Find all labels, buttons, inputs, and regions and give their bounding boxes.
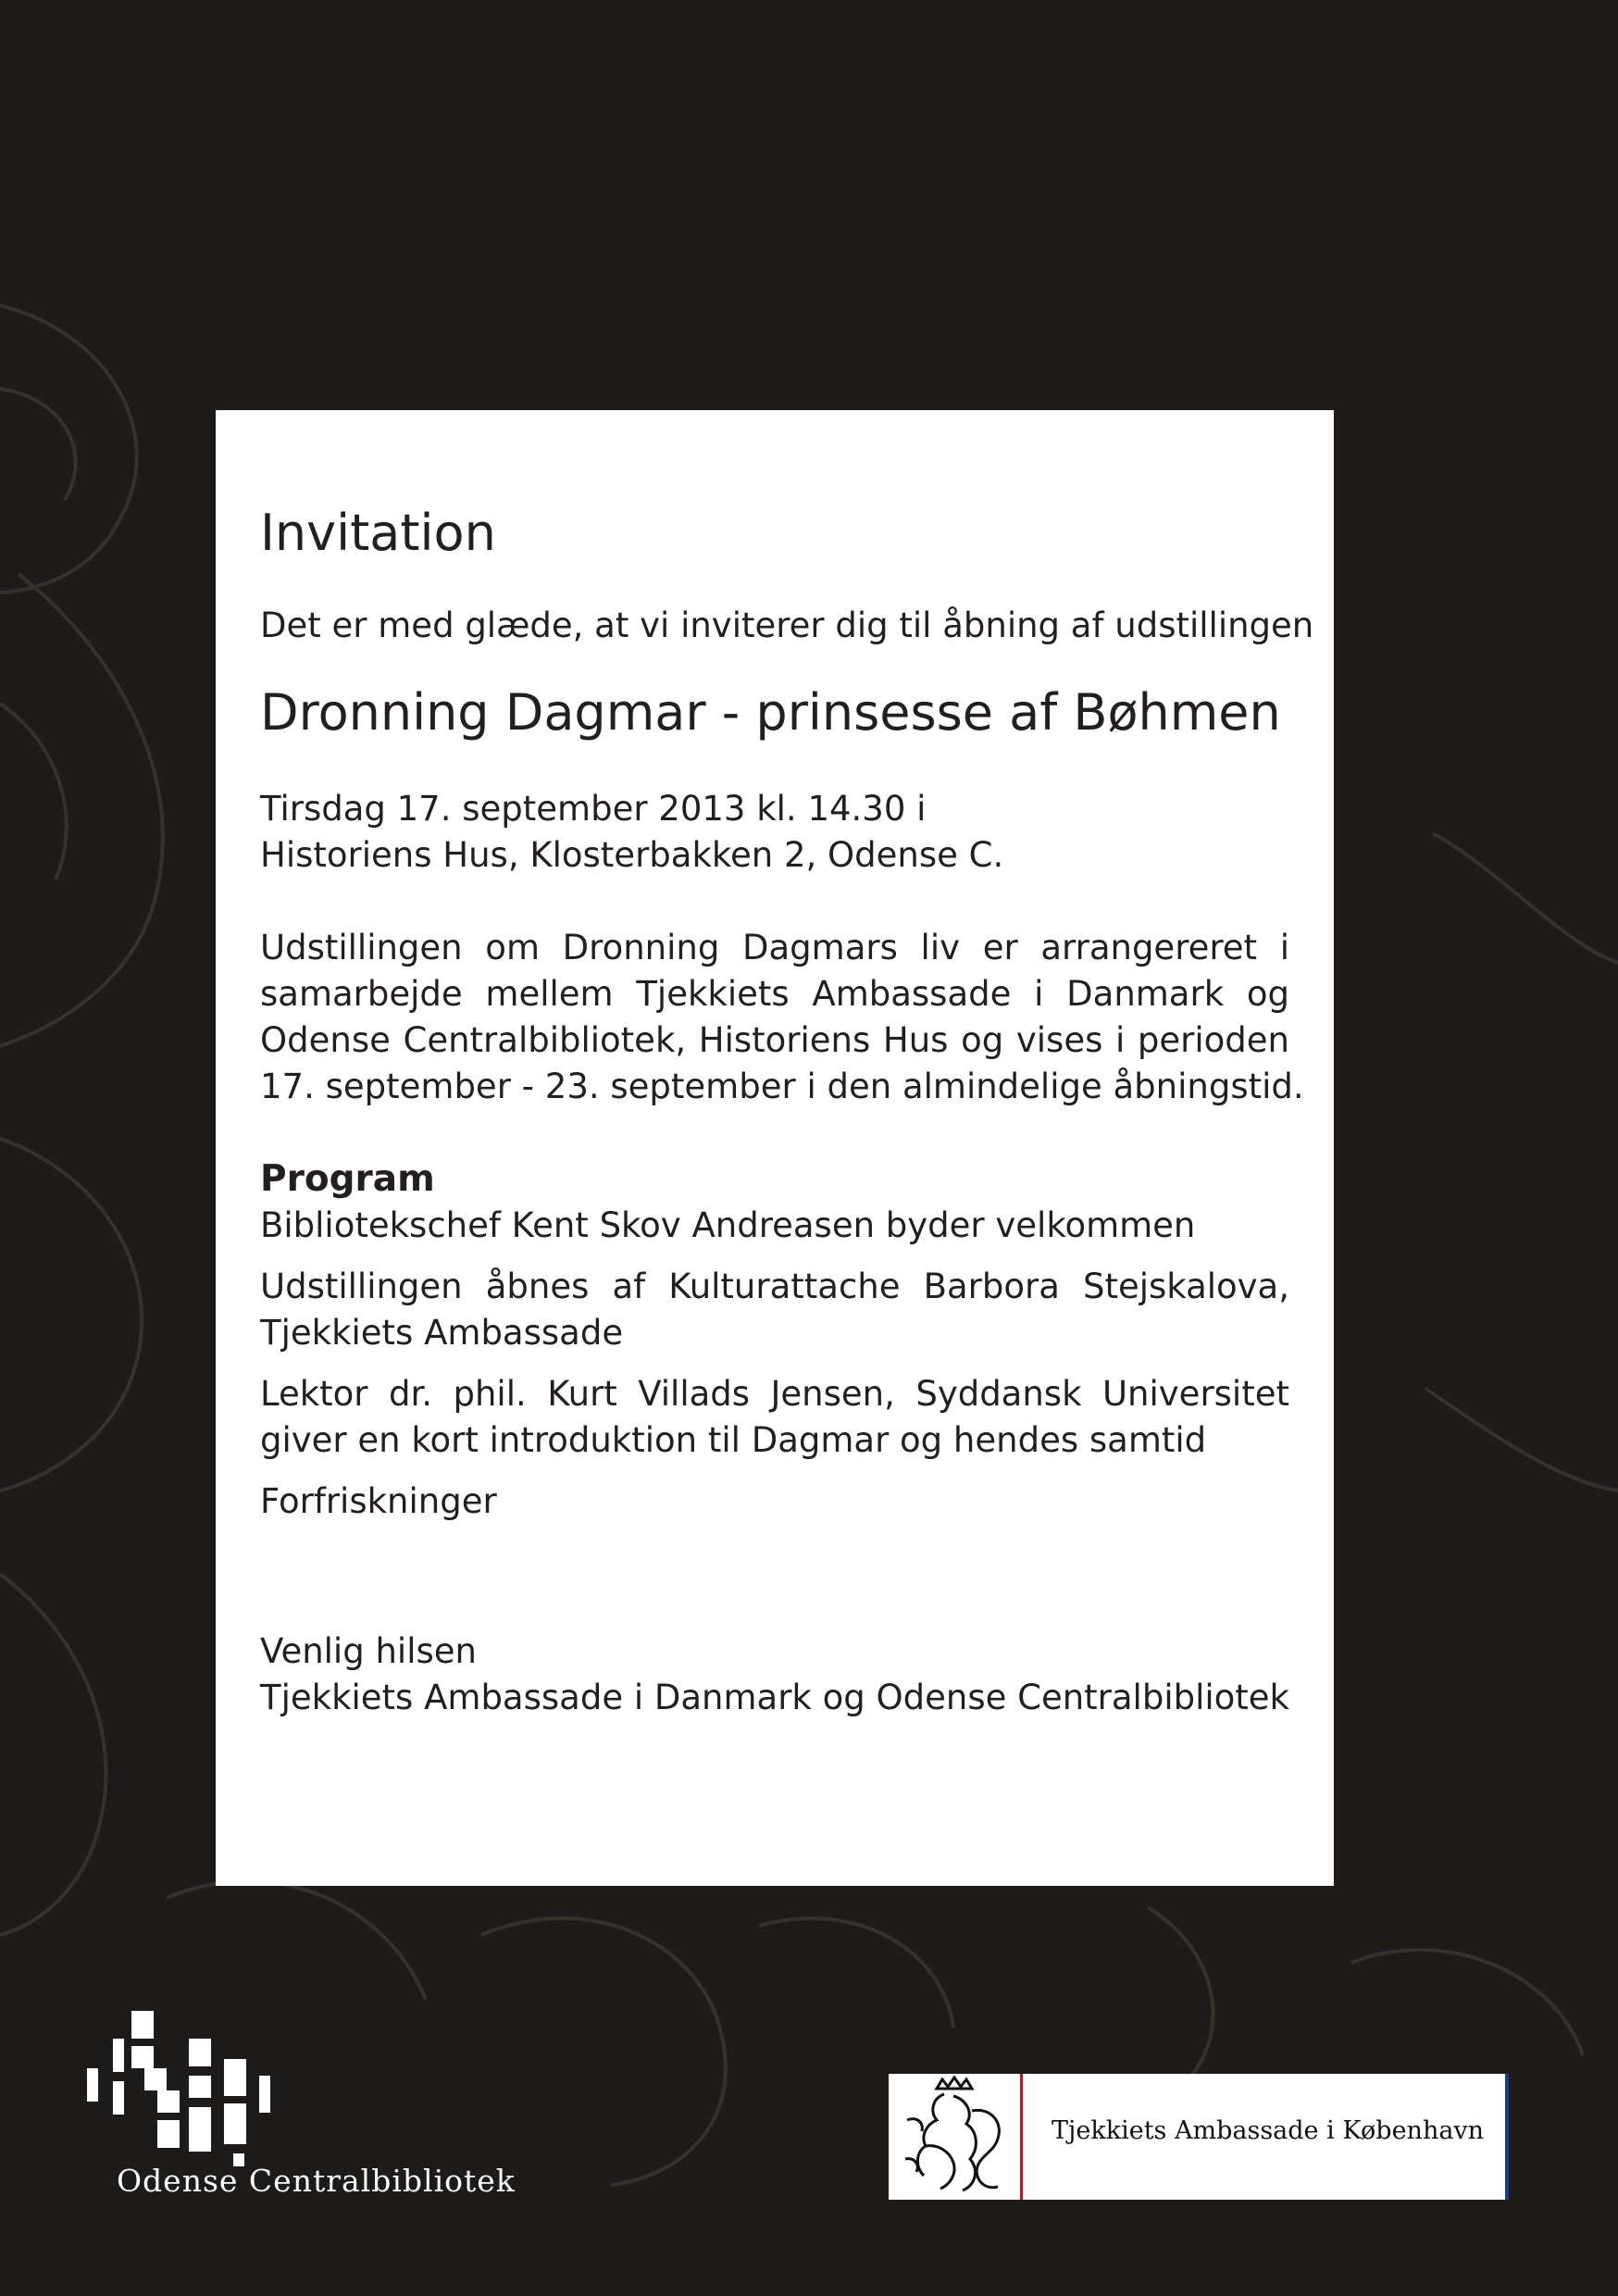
event-location-line: Historiens Hus, Klosterbakken 2, Odense C. [260, 835, 1004, 875]
program-item-line: Udstillingen åbnes af Kulturattache Barbora Stejskalova, [260, 1267, 1289, 1306]
description-line: Odense Centralbibliotek, Historiens Hus og vises i perioden [260, 1020, 1289, 1060]
program-item [260, 1264, 1289, 1356]
program-item-line: Tjekkiets Ambassade [260, 1313, 624, 1353]
embassy-red-divider [1020, 2074, 1023, 2200]
embassy-name: Tjekkiets Ambassade i København [1052, 2116, 1485, 2145]
embassy-logo [889, 2074, 1509, 2200]
program-item-line: giver en kort introduktion til Dagmar og hendes samtid [260, 1420, 1207, 1460]
invitation-title: Invitation [260, 504, 496, 562]
odense-centralbibliotek-name: Odense Centralbibliotek [117, 2163, 516, 2199]
program-item-line: Bibliotekschef Kent Skov Andreasen byder velkommen [260, 1205, 1196, 1245]
description-line: samarbejde mellem Tjekkiets Ambassade i Danmark og [260, 974, 1289, 1014]
program-item-line: Forfriskninger [260, 1481, 497, 1521]
program-item-line: Lektor dr. phil. Kurt Villads Jensen, Syddansk Universitet [260, 1374, 1289, 1414]
embassy-blue-edge [1505, 2074, 1509, 2200]
closing [260, 1628, 1289, 1721]
czech-lion-crest-icon [889, 2074, 1020, 2200]
exhibition-title: Dronning Dagmar - prinsesse af Bøhmen [260, 683, 1281, 742]
program-item [260, 1479, 1289, 1525]
event-date-line: Tirsdag 17. september 2013 kl. 14.30 i [260, 789, 927, 829]
invitation-intro: Det er med glæde, at vi inviterer dig til åbning af udstillingen [260, 605, 1314, 645]
closing-signature: Tjekkiets Ambassade i Danmark og Odense Centralbibliotek [260, 1678, 1289, 1717]
description-line: 17. september - 23. september i den almindelige åbningstid. [260, 1067, 1304, 1106]
invitation-card [216, 410, 1334, 1886]
program-item [260, 1371, 1289, 1464]
event-details [260, 786, 1289, 879]
closing-greeting: Venlig hilsen [260, 1631, 477, 1671]
program-item [260, 1203, 1289, 1249]
exhibition-description [260, 925, 1304, 1110]
description-line: Udstillingen om Dronning Dagmars liv er arrangereret i [260, 928, 1289, 967]
program-heading: Program [260, 1158, 435, 1200]
